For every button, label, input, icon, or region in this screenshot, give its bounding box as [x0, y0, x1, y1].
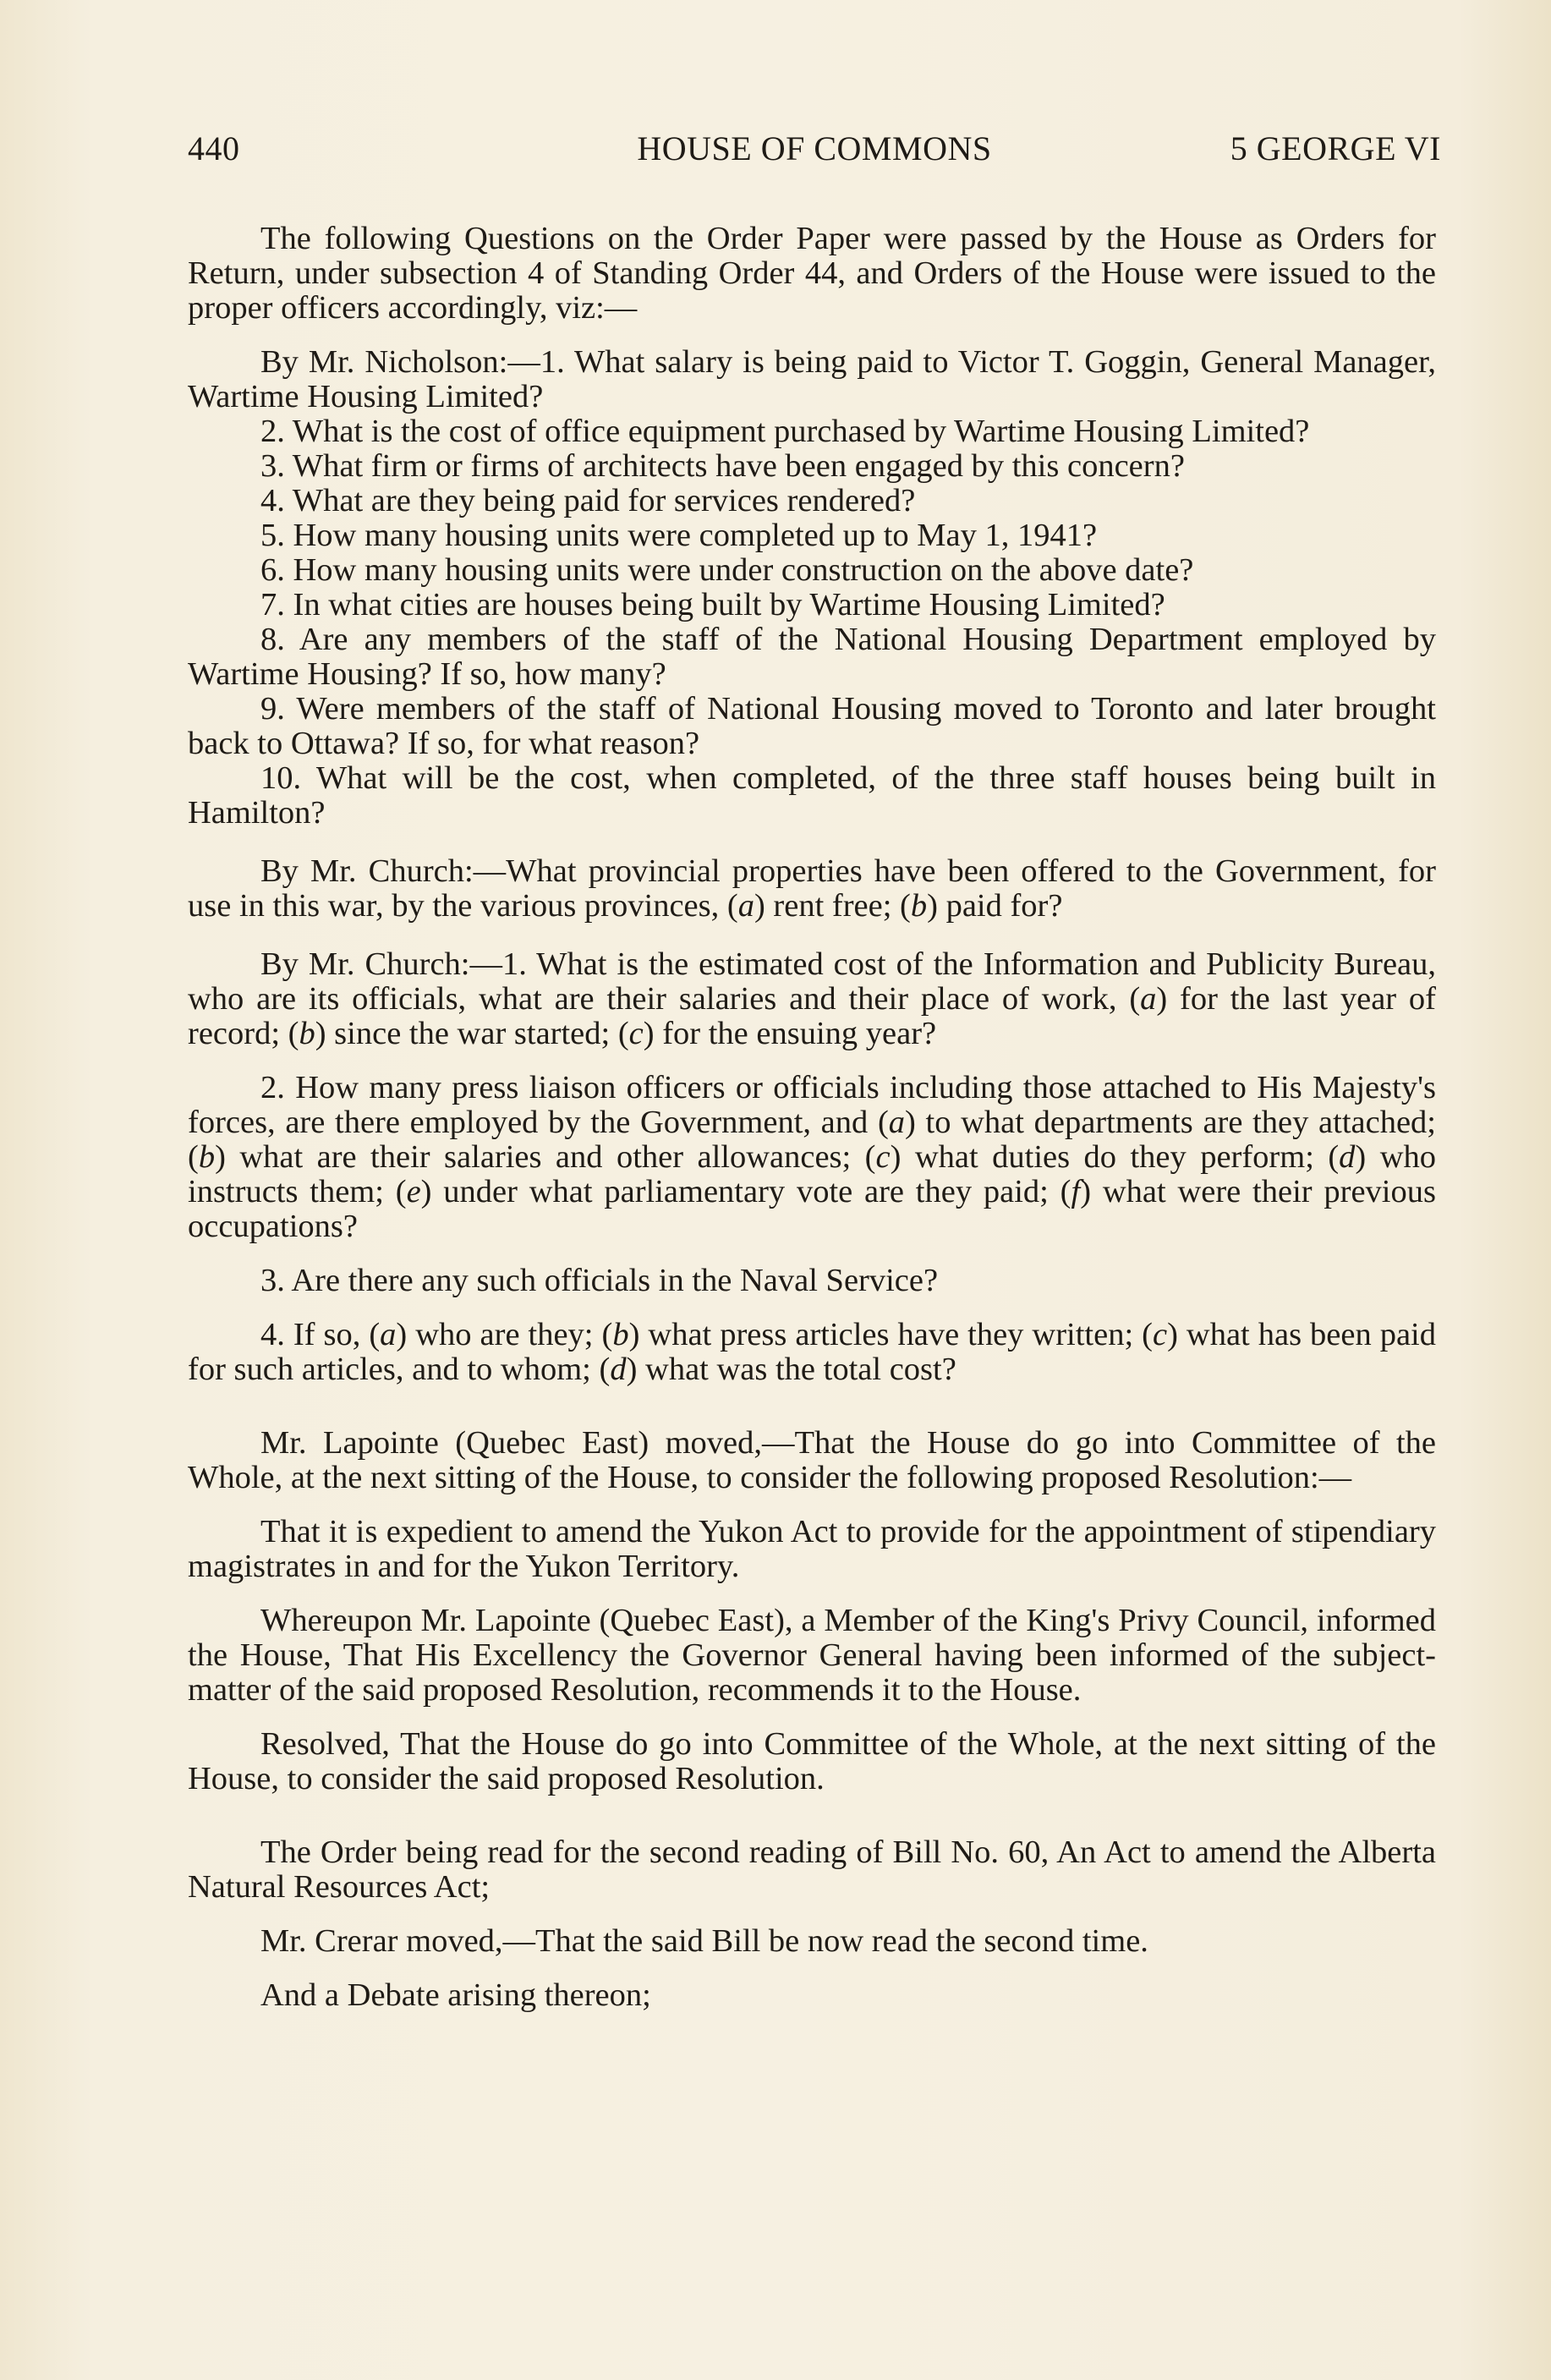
- paragraph: That it is expedient to amend the Yukon Act to provide for the appointment of stipendiary magistrates in and for the Yukon Territory.: [188, 1514, 1436, 1584]
- paragraph: 3. What firm or firms of architects have been engaged by this concern?: [260, 448, 1185, 484]
- paragraph: Mr. Crerar moved,—That the said Bill be now read the second time.: [260, 1923, 1148, 1959]
- paragraph: Mr. Lapointe (Quebec East) moved,—That the House do go into Committee of the Whole, at the next sitting of the House, to consider the following proposed Resolution:—: [188, 1425, 1436, 1495]
- paragraph: 6. How many housing units were under construction on the above date?: [260, 552, 1194, 588]
- paragraph: The following Questions on the Order Paper were passed by the House as Orders for Return, under subsection 4 of Standing Order 44, and Orders of the House were issued to the proper officers accordingly, viz:—: [188, 221, 1436, 326]
- paragraph: By Mr. Church:—1. What is the estimated cost of the Information and Publicity Bureau, who are its officials, what are their salaries and their place of work, (a) for the last year of record; (b) since the war started; (c) for the ensuing year?: [188, 946, 1436, 1051]
- document-body: [188, 222, 1436, 2013]
- header-session: 5 GEORGE VI: [1230, 129, 1441, 167]
- paragraph: By Mr. Nicholson:—1. What salary is being paid to Victor T. Goggin, General Manager, Wartime Housing Limited?: [188, 344, 1436, 414]
- paragraph: 3. Are there any such officials in the Naval Service?: [260, 1263, 939, 1298]
- header-title: HOUSE OF COMMONS: [637, 129, 992, 167]
- page-number: 440: [188, 129, 240, 167]
- paragraph: The Order being read for the second reading of Bill No. 60, An Act to amend the Alberta Natural Resources Act;: [188, 1834, 1436, 1905]
- paragraph: 2. What is the cost of office equipment purchased by Wartime Housing Limited?: [260, 414, 1310, 449]
- paragraph: 4. What are they being paid for services rendered?: [260, 483, 916, 518]
- paragraph: 5. How many housing units were completed up to May 1, 1941?: [260, 518, 1098, 553]
- paragraph: 7. In what cities are houses being built by Wartime Housing Limited?: [260, 587, 1165, 622]
- paragraph: 9. Were members of the staff of National Housing moved to Toronto and later brought back to Ottawa? If so, for what reason?: [188, 691, 1436, 761]
- paragraph: 10. What will be the cost, when completed, of the three staff houses being built in Hamilton?: [188, 760, 1436, 831]
- paragraph: 4. If so, (a) who are they; (b) what press articles have they written; (c) what has been paid for such articles, and to whom; (d) what was the total cost?: [188, 1317, 1436, 1387]
- paragraph: 8. Are any members of the staff of the National Housing Department employed by Wartime Housing? If so, how many?: [188, 622, 1436, 692]
- running-header: [188, 129, 1441, 179]
- paragraph: 2. How many press liaison officers or officials including those attached to His Majesty's forces, are there employed by the Government, and (a) to what departments are they attached; (b) what are their salaries and other allowances; (c) what duties do they perform; (d) who instructs them; (e) under what parliamentary vote are they paid; (f) what were their previous occupations?: [188, 1070, 1436, 1244]
- paragraph: Resolved, That the House do go into Committee of the Whole, at the next sitting of the House, to consider the said proposed Resolution.: [188, 1726, 1436, 1796]
- paragraph: And a Debate arising thereon;: [260, 1977, 651, 2013]
- paragraph: By Mr. Church:—What provincial properties have been offered to the Government, for use in this war, by the various provinces, (a) rent free; (b) paid for?: [188, 853, 1436, 924]
- paragraph: Whereupon Mr. Lapointe (Quebec East), a Member of the King's Privy Council, informed the House, That His Excellency the Governor General having been informed of the subject-matter of the said proposed Resolution, recommends it to the House.: [188, 1603, 1436, 1708]
